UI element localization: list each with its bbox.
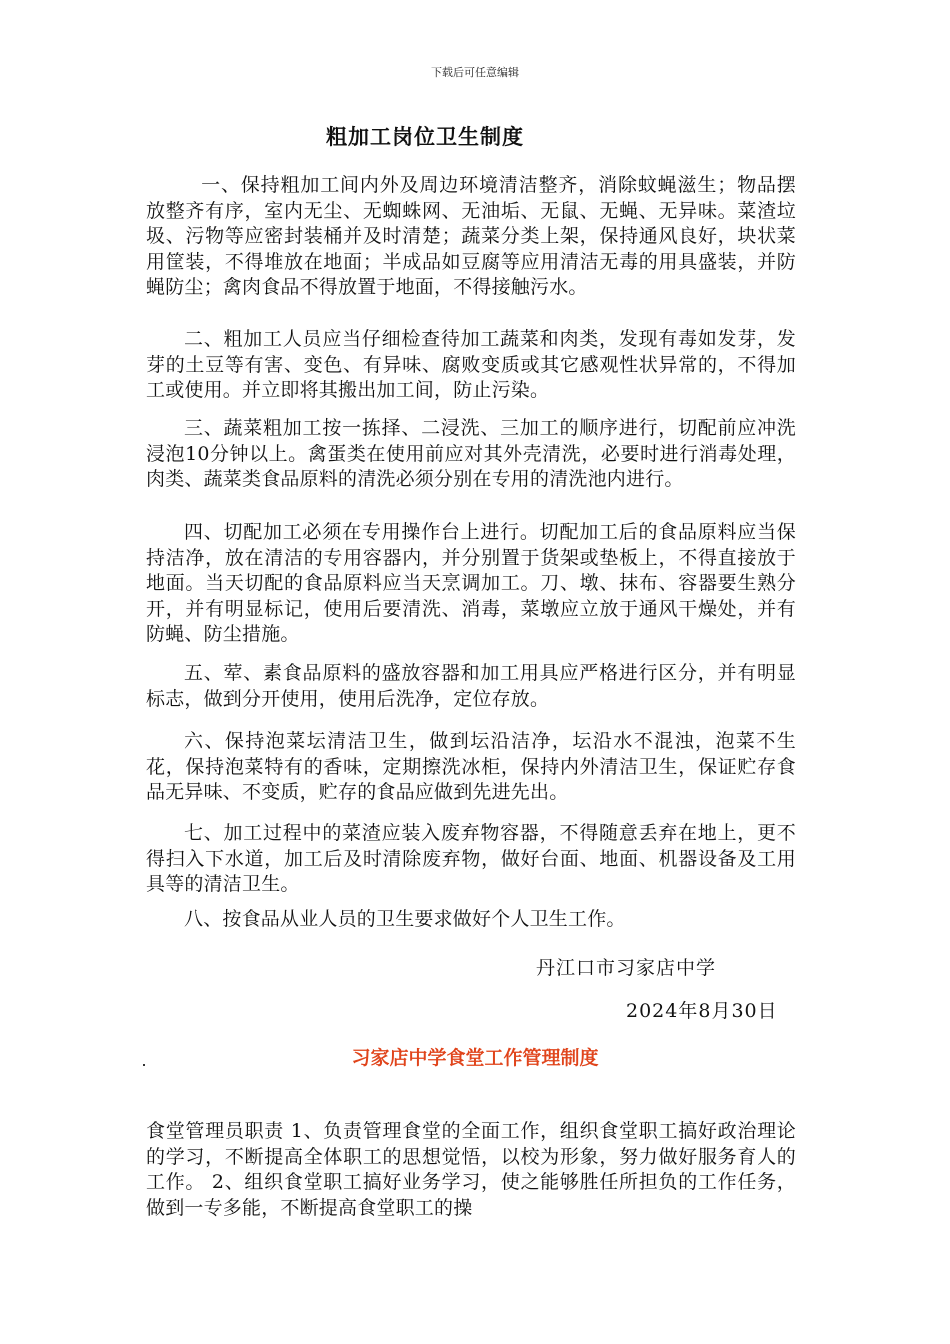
second-document-title: 习家店中学食堂工作管理制度 [351, 1047, 599, 1069]
paragraph-2: 二、粗加工人员应当仔细检查待加工蔬菜和肉类，发现有毒如发芽，发芽的土豆等有害、变色、有异味、腐败变质或其它感观性状异常的，不得加工或使用。并立即将其搬出加工间，防止污染。 [146, 328, 796, 401]
paragraph-3: 三、蔬菜粗加工按一拣择、二浸洗、三加工的顺序进行，切配前应冲洗浸泡10分钟以上。禽蛋类在使用前应对其外壳清洗，必要时进行消毒处理，肉类、蔬菜类食品原料的清洗必须分别在专用的清洗池内进行。 [146, 417, 796, 490]
second-paragraph: 食堂管理员职责 1、负责管理食堂的全面工作，组织食堂职工搞好政治理论的学习，不断提高全体职工的思想觉悟，以校为形象，努力做好服务育人的工作。 2、组织食堂职工搞好业务学习，使之能够胜任所担负的工作任务，做到一专多能，不断提高食堂职工的操 [146, 1120, 796, 1219]
bullet-dot [143, 1064, 145, 1066]
paragraph-4: 四、切配加工必须在专用操作台上进行。切配加工后的食品原料应当保持洁净，放在清洁的专用容器内，并分别置于货架或垫板上，不得直接放于地面。当天切配的食品原料应当天烹调加工。刀、墩、抹布、容器要生熟分开，并有明显标记，使用后要清洗、消毒，菜墩应立放于通风干燥处，并有防蝇、防尘措施。 [146, 521, 796, 645]
paragraph-5: 五、荤、素食品原料的盛放容器和加工用具应严格进行区分，并有明显标志，做到分开使用，使用后洗净，定位存放。 [146, 662, 796, 710]
document-title: 粗加工岗位卫生制度 [326, 125, 524, 149]
paragraph-8: 八、按食品从业人员的卫生要求做好个人卫生工作。 [184, 908, 626, 930]
paragraph-6: 六、保持泡菜坛清洁卫生，做到坛沿洁净，坛沿水不混浊，泡菜不生花，保持泡菜特有的香味，定期擦洗冰柜，保持内外清洁卫生，保证贮存食品无异味、不变质，贮存的食品应做到先进先出。 [146, 730, 796, 803]
header-note: 下载后可任意编辑 [431, 66, 519, 79]
paragraph-1: 一、保持粗加工间内外及周边环境清洁整齐，消除蚊蝇滋生；物品摆放整齐有序，室内无尘、无蜘蛛网、无油垢、无鼠、无蝇、无异味。菜渣垃圾、污物等应密封装桶并及时清楚；蔬菜分类上架，保持通风良好，块状菜用筐装，不得堆放在地面；半成品如豆腐等应用清洁无毒的用具盛装，并防蝇防尘；禽肉食品不得放置于地面，不得接触污水。 [146, 174, 796, 298]
signature-organization: 丹江口市习家店中学 [536, 957, 717, 979]
signature-date: 2024年8月30日 [626, 1000, 778, 1022]
paragraph-7: 七、加工过程中的菜渣应装入废弃物容器，不得随意丢弃在地上，更不得扫入下水道，加工后及时清除废弃物，做好台面、地面、机器设备及工用具等的清洁卫生。 [146, 822, 796, 895]
